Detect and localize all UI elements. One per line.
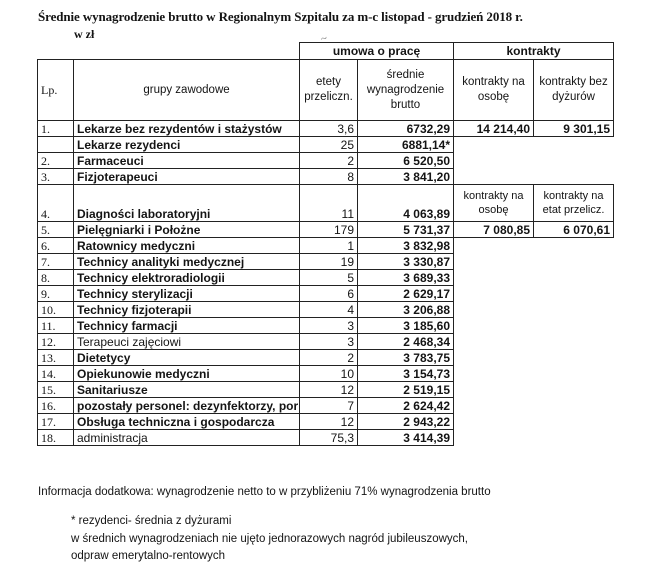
row-etety: 7	[300, 398, 358, 414]
row-name: Opiekunowie medyczni	[74, 366, 300, 382]
row-lp: 2.	[38, 153, 74, 169]
row-avg: 3 330,87	[358, 254, 454, 270]
row-etety: 179	[300, 222, 358, 238]
row-name: Technicy fizjoterapii	[74, 302, 300, 318]
row-etety: 4	[300, 302, 358, 318]
row-avg: 6 520,50	[358, 153, 454, 169]
unit-label: w zł	[74, 27, 95, 41]
row-lp: 18.	[38, 430, 74, 446]
salary-table	[37, 42, 614, 446]
table-row	[38, 169, 614, 185]
row-k2: 9 301,15	[534, 121, 614, 137]
row-avg: 2 624,42	[358, 398, 454, 414]
scan-mark: ~	[319, 32, 329, 46]
footnote-rezydenci: * rezydenci- średnia z dyżurami	[71, 515, 232, 527]
col-header-lp: Lp.	[38, 60, 74, 121]
row-etety: 5	[300, 270, 358, 286]
row-k1: 7 080,85	[454, 222, 534, 238]
row-etety: 2	[300, 350, 358, 366]
row-name: Technicy elektroradiologii	[74, 270, 300, 286]
row-etety: 6	[300, 286, 358, 302]
row-avg: 2 629,17	[358, 286, 454, 302]
row-avg: 5 731,37	[358, 222, 454, 238]
table-row	[38, 414, 614, 430]
col-header-etety: etety przeliczn.	[300, 60, 358, 121]
table-row	[38, 382, 614, 398]
row-name: pozostały personel: dezynfektorzy, por	[74, 398, 300, 414]
row-etety: 12	[300, 414, 358, 430]
row-lp: 12.	[38, 334, 74, 350]
row-lp: 11.	[38, 318, 74, 334]
row-lp: 13.	[38, 350, 74, 366]
table-group-header-row	[38, 43, 614, 60]
row-avg: 3 841,20	[358, 169, 454, 185]
table-row	[38, 270, 614, 286]
row-etety: 2	[300, 153, 358, 169]
row-etety: 3	[300, 334, 358, 350]
footnote-nagrody: w średnich wynagrodzeniach nie ujęto jednorazowych nagród jubileuszowych,	[71, 533, 468, 545]
table-row	[38, 254, 614, 270]
row-avg: 3 185,60	[358, 318, 454, 334]
subheader-k1: kontrakty na osobę	[454, 185, 534, 222]
row-etety: 19	[300, 254, 358, 270]
row-lp: 7.	[38, 254, 74, 270]
row-name: Dietetycy	[74, 350, 300, 366]
row-name: Sanitariusze	[74, 382, 300, 398]
table-row	[38, 430, 614, 446]
table-row	[38, 185, 614, 222]
row-etety: 11	[300, 185, 358, 222]
table-row	[38, 318, 614, 334]
row-k1: 14 214,40	[454, 121, 534, 137]
row-avg: 4 063,89	[358, 185, 454, 222]
document-title: Średnie wynagrodzenie brutto w Regionalnym Szpitalu za m-c listopad - grudzień 2018 r.	[38, 9, 523, 24]
row-name: Terapeuci zajęciowi	[74, 334, 300, 350]
row-etety: 3	[300, 318, 358, 334]
row-name: Technicy analityki medycznej	[74, 254, 300, 270]
table-row	[38, 286, 614, 302]
row-name: Technicy farmacji	[74, 318, 300, 334]
group-kontrakty-header: kontrakty	[454, 43, 614, 60]
row-lp: 1.	[38, 121, 74, 137]
row-lp: 16.	[38, 398, 74, 414]
table-row	[38, 334, 614, 350]
row-etety: 1	[300, 238, 358, 254]
row-etety: 25	[300, 137, 358, 153]
table-row	[38, 366, 614, 382]
row-lp: 4.	[38, 185, 74, 222]
row-name: Farmaceuci	[74, 153, 300, 169]
table-row	[38, 238, 614, 254]
table-row	[38, 121, 614, 137]
table-row	[38, 137, 614, 153]
row-lp	[38, 137, 74, 153]
subheader-k2: kontrakty na etat przelicz.	[534, 185, 614, 222]
row-name: Pielęgniarki i Położne	[74, 222, 300, 238]
footnote-odprawy: odpraw emerytalno-rentowych	[71, 550, 226, 562]
table-row	[38, 222, 614, 238]
row-name: Diagności laboratoryjni	[74, 185, 300, 222]
row-avg: 6732,29	[358, 121, 454, 137]
row-name: Lekarze rezydenci	[74, 137, 300, 153]
row-lp: 15.	[38, 382, 74, 398]
table-row	[38, 153, 614, 169]
col-header-k1: kontrakty na osobę	[454, 60, 534, 121]
row-avg: 3 206,88	[358, 302, 454, 318]
row-etety: 75,3	[300, 430, 358, 446]
row-avg: 3 154,73	[358, 366, 454, 382]
row-etety: 12	[300, 382, 358, 398]
table-row	[38, 350, 614, 366]
row-etety: 3,6	[300, 121, 358, 137]
row-lp: 3.	[38, 169, 74, 185]
table-column-header-row	[38, 60, 614, 121]
row-avg: 3 832,98	[358, 238, 454, 254]
row-avg: 2 943,22	[358, 414, 454, 430]
row-etety: 10	[300, 366, 358, 382]
row-lp: 8.	[38, 270, 74, 286]
group-umowa-header: umowa o pracę	[300, 43, 454, 60]
table-row	[38, 302, 614, 318]
row-name: Obsługa techniczna i gospodarcza	[74, 414, 300, 430]
row-lp: 9.	[38, 286, 74, 302]
row-avg: 3 414,39	[358, 430, 454, 446]
col-header-srednie: średnie wynagrodzenie brutto	[358, 60, 454, 121]
row-avg: 3 689,33	[358, 270, 454, 286]
info-note: Informacja dodatkowa: wynagrodzenie netto to w przybliżeniu 71% wynagrodzenia brutto	[38, 486, 491, 498]
row-k2: 6 070,61	[534, 222, 614, 238]
row-lp: 5.	[38, 222, 74, 238]
row-lp: 17.	[38, 414, 74, 430]
row-name: Ratownicy medyczni	[74, 238, 300, 254]
row-avg: 2 468,34	[358, 334, 454, 350]
row-lp: 10.	[38, 302, 74, 318]
row-avg: 6881,14*	[358, 137, 454, 153]
row-lp: 6.	[38, 238, 74, 254]
col-header-grupy: grupy zawodowe	[74, 60, 300, 121]
row-lp: 14.	[38, 366, 74, 382]
table-row	[38, 398, 614, 414]
row-avg: 3 783,75	[358, 350, 454, 366]
row-avg: 2 519,15	[358, 382, 454, 398]
row-name: Fizjoterapeuci	[74, 169, 300, 185]
col-header-k2: kontrakty bez dyżurów	[534, 60, 614, 121]
row-name: administracja	[74, 430, 300, 446]
row-etety: 8	[300, 169, 358, 185]
row-name: Technicy sterylizacji	[74, 286, 300, 302]
row-name: Lekarze bez rezydentów i stażystów	[74, 121, 300, 137]
